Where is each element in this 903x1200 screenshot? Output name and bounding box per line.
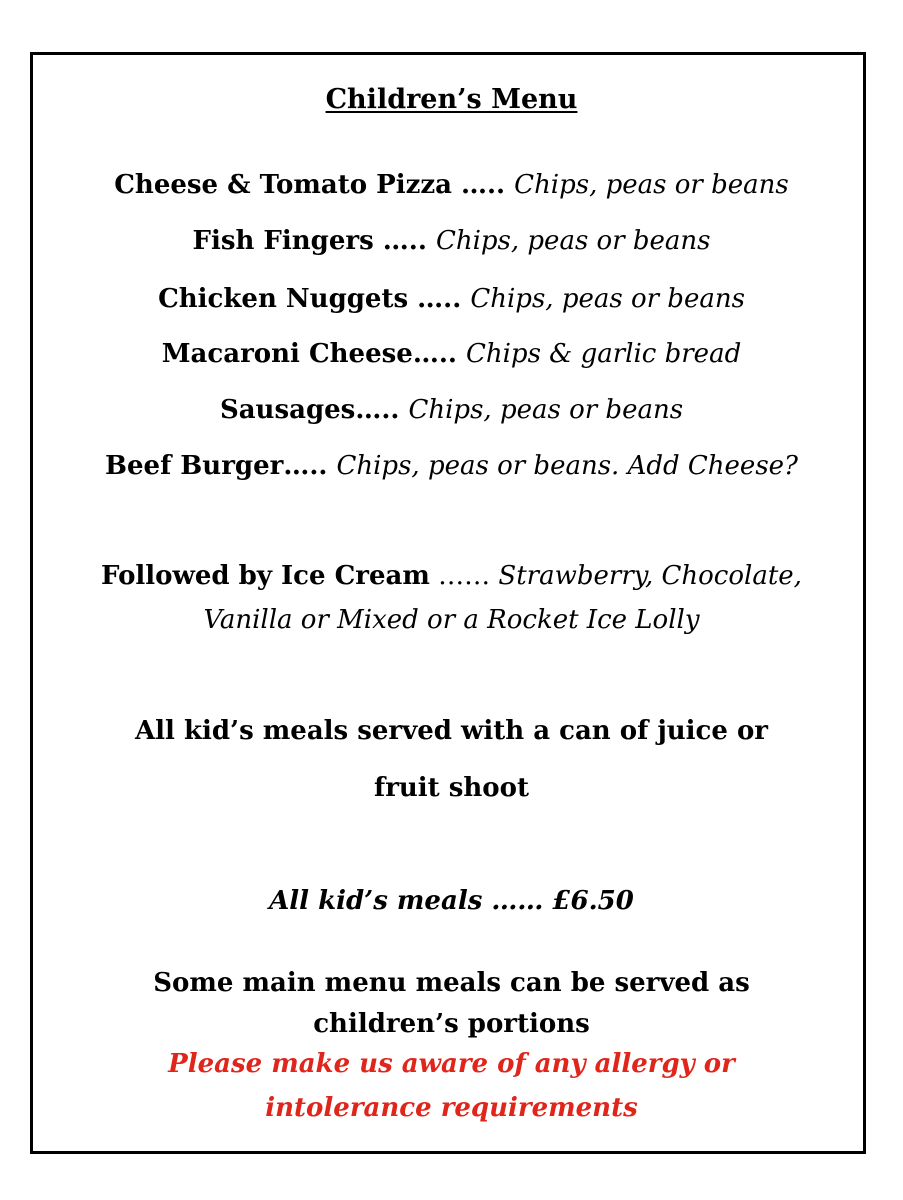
allergy-note-continued: intolerance requirements	[265, 1093, 638, 1123]
dessert-options: Strawberry, Chocolate,	[498, 561, 802, 591]
menu-item-name: Fish Fingers	[192, 226, 374, 256]
dessert-name: Followed by Ice Cream	[101, 561, 430, 591]
menu-item-name: Beef Burger	[105, 451, 284, 481]
portions-note-continued: children’s portions	[313, 1009, 590, 1039]
menu-item-sides: Chips, peas or beans	[435, 226, 711, 256]
menu-item-sides: Chips & garlic bread	[465, 339, 742, 369]
menu-item-name: Sausages	[219, 395, 356, 425]
menu-item-sides: Chips, peas or beans	[470, 284, 745, 314]
menu-item-sides: Chips, peas or beans	[408, 395, 684, 425]
menu-item	[0, 284, 903, 314]
menu-item-name: Cheese & Tomato Pizza	[114, 170, 452, 200]
menu-item-sides: Chips, peas or beans. Add Cheese?	[336, 451, 798, 481]
dessert-line	[0, 561, 903, 591]
menu-item-dots: …..	[451, 170, 515, 200]
menu-item-dots: …..	[408, 284, 471, 314]
menu-item	[0, 451, 903, 481]
menu-item-name: Macaroni Cheese	[161, 339, 413, 369]
drinks-note: All kid’s meals served with a can of juice or	[134, 716, 768, 746]
dessert-options-continued: Vanilla or Mixed or a Rocket Ice Lolly	[203, 605, 700, 635]
allergy-note: Please make us aware of any allergy or	[168, 1049, 735, 1079]
drinks-note-continued: fruit shoot	[374, 773, 529, 803]
menu-item-sides: Chips, peas or beans	[514, 170, 789, 200]
menu-item	[0, 226, 903, 256]
menu-item	[0, 339, 903, 369]
dessert-line-2	[0, 605, 903, 635]
menu-item-dots: …..	[412, 339, 466, 369]
menu-title: Children’s Menu	[325, 84, 578, 115]
menu-item	[0, 395, 903, 425]
portions-note: Some main menu meals can be served as	[153, 968, 750, 998]
menu-item-dots: …..	[355, 395, 409, 425]
menu-item-dots: …..	[373, 226, 436, 256]
menu-item-name: Chicken Nuggets	[158, 284, 409, 314]
dessert-dots: ……	[429, 561, 499, 591]
menu-item-dots: …..	[283, 451, 337, 481]
price-line: All kid’s meals …… £6.50	[269, 886, 634, 916]
menu-item	[0, 170, 903, 200]
